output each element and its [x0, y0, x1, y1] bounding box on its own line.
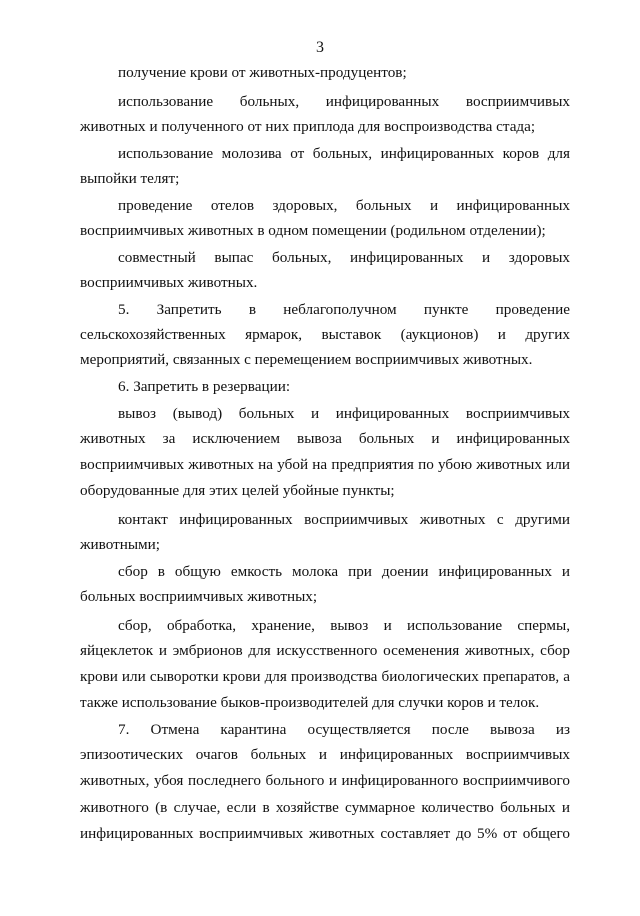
- text-line: мероприятий, связанных с перемещением восприимчивых животных.: [80, 351, 533, 368]
- text-line: животных, убоя последнего больного и инфицированного восприимчивого: [80, 772, 570, 789]
- text-line: животных за исключением вывоза больных и инфицированных: [80, 430, 570, 447]
- text-line: крови или сыворотки крови для производства биологических препаратов, а: [80, 668, 570, 685]
- text-line: 7. Отмена карантина осуществляется после вывоза из: [118, 721, 570, 738]
- text-line: восприимчивых животных в одном помещении (родильном отделении);: [80, 222, 546, 239]
- text-line: вывоз (вывод) больных и инфицированных восприимчивых: [118, 405, 570, 422]
- text-line: оборудованные для этих целей убойные пункты;: [80, 482, 395, 499]
- text-line: животных и полученного от них приплода для воспроизводства стада;: [80, 118, 536, 135]
- text-line: животного (в случае, если в хозяйстве суммарное количество больных и: [80, 799, 570, 816]
- text-line: выпойки телят;: [80, 170, 180, 187]
- text-line: эпизоотических очагов больных и инфицированных восприимчивых: [80, 746, 570, 763]
- text-line: восприимчивых животных.: [80, 274, 258, 291]
- text-line: 5. Запретить в неблагополучном пункте проведение: [118, 301, 570, 318]
- text-line: сбор, обработка, хранение, вывоз и использование спермы,: [118, 617, 570, 634]
- text-line: 6. Запретить в резервации:: [118, 378, 291, 395]
- text-line: больных восприимчивых животных;: [80, 588, 318, 605]
- text-line: получение крови от животных-продуцентов;: [118, 64, 407, 81]
- text-line: яйцеклеток и эмбрионов для искусственного осеменения животных, сбор: [80, 642, 570, 659]
- text-line: животными;: [80, 536, 161, 553]
- text-line: инфицированных восприимчивых животных составляет до 5% от общего: [80, 825, 570, 842]
- text-line: использование молозива от больных, инфицированных коров для: [118, 145, 570, 162]
- text-line: контакт инфицированных восприимчивых животных с другими: [118, 511, 570, 528]
- text-line: совместный выпас больных, инфицированных и здоровых: [118, 249, 570, 266]
- text-line: сбор в общую емкость молока при доении инфицированных и: [118, 563, 570, 580]
- text-line: проведение отелов здоровых, больных и инфицированных: [118, 197, 570, 214]
- text-line: также использование быков-производителей для случки коров и телок.: [80, 694, 540, 711]
- page-number: 3: [316, 39, 324, 56]
- text-line: использование больных, инфицированных восприимчивых: [118, 93, 570, 110]
- text-line: сельскохозяйственных ярмарок, выставок (аукционов) и других: [80, 326, 570, 343]
- text-line: восприимчивых животных на убой на предприятия по убою животных или: [80, 456, 570, 473]
